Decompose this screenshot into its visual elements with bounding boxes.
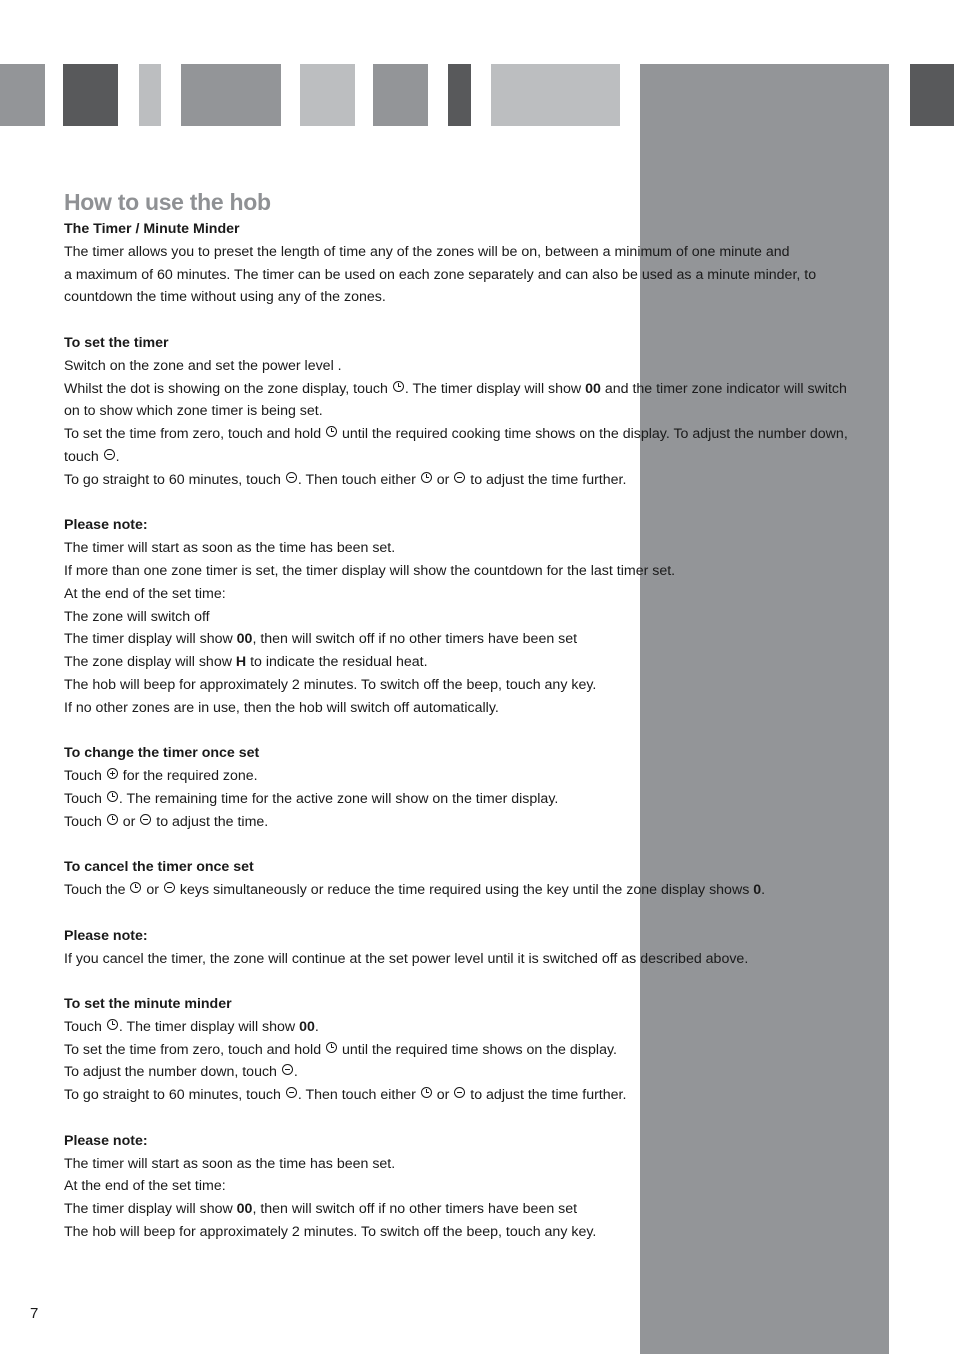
display-value: 00 xyxy=(236,631,253,648)
clock-icon xyxy=(130,882,141,893)
text-run: . The timer display will show xyxy=(118,1018,300,1035)
text-run: The timer will start as soon as the time has been set. xyxy=(64,540,396,557)
header-block xyxy=(300,64,355,126)
text-run: To adjust the number down, touch xyxy=(64,1064,281,1081)
text-run: to indicate the residual heat. xyxy=(246,654,428,671)
display-value: 00 xyxy=(236,1201,253,1218)
text-run: a maximum of 60 minutes. The timer can be used on each zone separately and can also be used as a minute minder, to xyxy=(64,266,817,283)
header-block xyxy=(491,64,620,126)
section-heading xyxy=(64,218,882,241)
minus-icon xyxy=(104,449,115,460)
text-run: At the end of the set time: xyxy=(64,1178,226,1195)
text-run: The timer display will show xyxy=(64,631,237,648)
text-run: The timer display will show xyxy=(64,1201,237,1218)
text-run: To set the timer xyxy=(64,334,169,351)
text-run: Touch xyxy=(64,790,106,807)
text-run: To set the time from zero, touch and hold xyxy=(64,1041,326,1058)
text-line xyxy=(64,1153,882,1176)
clock-icon xyxy=(107,814,118,825)
text-run: or xyxy=(142,882,163,899)
text-run: to adjust the time further. xyxy=(466,471,627,488)
text-run: To go straight to 60 minutes, touch xyxy=(64,471,285,488)
header-block xyxy=(139,64,161,126)
text-line xyxy=(64,628,882,651)
text-run: Please note: xyxy=(64,1132,148,1149)
page-title: How to use the hob xyxy=(64,189,271,215)
text-line xyxy=(64,1221,882,1244)
plus-icon xyxy=(107,768,118,779)
text-line xyxy=(64,606,882,629)
text-run: countdown the time without using any of the zones. xyxy=(64,289,386,306)
text-run: . Then touch either xyxy=(297,1087,420,1104)
text-run: To change the timer once set xyxy=(64,745,260,762)
page-number: 7 xyxy=(30,1305,39,1322)
section-heading xyxy=(64,993,882,1016)
minus-icon xyxy=(454,472,465,483)
text-run: . The timer display will show xyxy=(404,380,586,397)
text-line xyxy=(64,1175,882,1198)
text-run: If no other zones are in use, then the hob will switch off automatically. xyxy=(64,699,499,716)
text-run: Please note: xyxy=(64,927,148,944)
text-run: keys simultaneously or reduce the time required using the key until the zone display shows xyxy=(175,882,754,899)
spacer xyxy=(64,492,882,515)
text-run: . xyxy=(761,882,766,899)
text-run: The timer allows you to preset the length of time any of the zones will be on, between a minimum of one minute and xyxy=(64,243,790,260)
text-run: or xyxy=(432,471,454,488)
text-run: until the required time shows on the display. xyxy=(338,1041,617,1058)
text-run: , then will switch off if no other timers have been set xyxy=(252,1201,578,1218)
text-run: The hob will beep for approximately 2 minutes. To switch off the beep, touch any key. xyxy=(64,676,597,693)
display-value: 00 xyxy=(585,380,601,397)
text-line xyxy=(64,879,882,902)
text-line xyxy=(64,264,882,287)
spacer xyxy=(64,309,882,332)
text-run: To set the minute minder xyxy=(64,996,232,1013)
text-run: To go straight to 60 minutes, touch xyxy=(64,1087,285,1104)
text-line xyxy=(64,1061,882,1084)
minus-icon xyxy=(282,1064,293,1075)
section-heading xyxy=(64,742,882,765)
text-line xyxy=(64,560,882,583)
text-run: , then will switch off if no other timers have been set xyxy=(252,631,578,648)
header-block xyxy=(448,64,471,126)
text-line xyxy=(64,241,882,264)
header-block xyxy=(910,64,954,126)
text-run: Touch xyxy=(64,813,106,830)
minus-icon xyxy=(164,882,175,893)
clock-icon xyxy=(421,472,432,483)
clock-icon xyxy=(393,381,404,392)
text-run: The zone display will show xyxy=(64,654,236,671)
text-line xyxy=(64,651,882,674)
minus-icon xyxy=(286,1087,297,1098)
text-run: or xyxy=(432,1087,454,1104)
text-run: to adjust the time further. xyxy=(466,1087,627,1104)
text-run: The zone will switch off xyxy=(64,608,210,625)
clock-icon xyxy=(107,1019,118,1030)
text-run: touch xyxy=(64,448,103,465)
text-line xyxy=(64,446,882,469)
text-line xyxy=(64,583,882,606)
spacer xyxy=(64,970,882,993)
text-run: or xyxy=(118,813,140,830)
section-heading xyxy=(64,1130,882,1153)
text-run: to adjust the time. xyxy=(152,813,269,830)
text-run: To cancel the timer once set xyxy=(64,859,254,876)
text-run: Touch the xyxy=(64,882,130,899)
header-block xyxy=(373,64,428,126)
text-run: until the required cooking time shows on the display. To adjust the number down, xyxy=(338,426,848,443)
text-line xyxy=(64,1016,882,1039)
text-line xyxy=(64,469,882,492)
text-run: The timer will start as soon as the time has been set. xyxy=(64,1155,396,1172)
text-run: If more than one zone timer is set, the timer display will show the countdown for the last timer set. xyxy=(64,562,676,579)
text-line xyxy=(64,1084,882,1107)
main-content xyxy=(64,186,882,1244)
text-run: The hob will beep for approximately 2 minutes. To switch off the beep, touch any key. xyxy=(64,1224,597,1241)
text-line xyxy=(64,811,882,834)
text-line xyxy=(64,674,882,697)
text-run: . The remaining time for the active zone will show on the timer display. xyxy=(118,790,559,807)
text-line xyxy=(64,948,882,971)
text-run: . xyxy=(293,1064,298,1081)
text-run: Please note: xyxy=(64,517,148,534)
text-line xyxy=(64,537,882,560)
text-line xyxy=(64,1039,882,1062)
text-run: Switch on the zone and set the power level . xyxy=(64,357,342,374)
text-line xyxy=(64,400,882,423)
minus-icon xyxy=(140,814,151,825)
display-value: 00 xyxy=(299,1018,315,1035)
text-run: The Timer / Minute Minder xyxy=(64,221,240,237)
minus-icon xyxy=(286,472,297,483)
text-line xyxy=(64,697,882,720)
instruction-text xyxy=(64,218,882,1244)
text-run: At the end of the set time: xyxy=(64,585,226,602)
text-run: for the required zone. xyxy=(118,768,258,785)
spacer xyxy=(64,834,882,857)
section-heading xyxy=(64,856,882,879)
section-heading xyxy=(64,925,882,948)
text-run: and the timer zone indicator will switch xyxy=(600,380,847,397)
spacer xyxy=(64,902,882,925)
section-heading xyxy=(64,332,882,355)
text-line xyxy=(64,788,882,811)
text-line xyxy=(64,378,882,401)
header-block xyxy=(63,64,118,126)
text-line xyxy=(64,286,882,309)
clock-icon xyxy=(107,791,118,802)
text-line xyxy=(64,1198,882,1221)
section-heading xyxy=(64,514,882,537)
text-run: Touch xyxy=(64,1018,106,1035)
text-run: . xyxy=(115,448,120,465)
clock-icon xyxy=(421,1087,432,1098)
text-run: . xyxy=(314,1018,319,1035)
text-run: on to show which zone timer is being set. xyxy=(64,403,323,420)
text-line xyxy=(64,765,882,788)
header-block xyxy=(181,64,281,126)
display-value: H xyxy=(235,654,247,671)
text-line xyxy=(64,355,882,378)
text-run: Touch xyxy=(64,768,106,785)
text-run: To set the time from zero, touch and hold xyxy=(64,426,326,443)
header-block xyxy=(0,64,45,126)
clock-icon xyxy=(326,1042,337,1053)
text-run: Whilst the dot is showing on the zone display, touch xyxy=(64,380,392,397)
text-run: If you cancel the timer, the zone will continue at the set power level until it is switched off as described above. xyxy=(64,950,749,967)
display-value: 0 xyxy=(753,882,762,899)
clock-icon xyxy=(326,426,337,437)
text-line xyxy=(64,423,882,446)
spacer xyxy=(64,1107,882,1130)
text-run: . Then touch either xyxy=(297,471,420,488)
minus-icon xyxy=(454,1087,465,1098)
spacer xyxy=(64,720,882,743)
